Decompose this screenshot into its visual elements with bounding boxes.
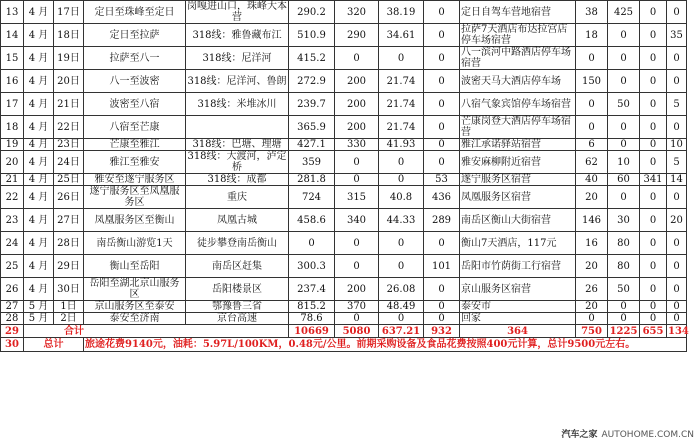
cost-d-cell[interactable]: 14 [667,174,687,186]
cost-a-cell[interactable]: 20 [576,255,608,278]
cost-a-cell[interactable]: 38 [576,1,608,24]
toll-cell[interactable]: 0 [424,151,460,174]
cost-c-cell[interactable]: 0 [640,278,667,301]
fuel-spend-cell[interactable]: 290 [335,24,379,47]
cost-c-cell[interactable]: 0 [640,301,667,313]
table-row [1,255,687,278]
cost-b-cell[interactable]: 80 [608,232,640,255]
row-index-cell[interactable]: 23 [1,209,24,232]
route-cell[interactable]: 定日至拉萨 [84,24,186,47]
route-cell[interactable]: 泰安至济南 [84,313,186,325]
summary-text-cell[interactable]: 旅途花费9140元，油耗：5.97L/100KM，0.48元/公里。前期采购设备及食品花费按照400元计算，总计9500元左右。 [84,338,687,352]
via-cell[interactable]: 318线：雅鲁藏布江 [186,24,289,47]
total-cost-d-cell[interactable]: 134 [668,325,689,337]
cost-c-cell[interactable]: 0 [640,151,667,174]
fuel-liters-cell[interactable]: 0 [379,151,424,174]
fuel-liters-cell[interactable]: 0 [379,313,424,325]
via-cell[interactable]: 318线：大渡河，泸定桥 [187,151,287,173]
cost-c-cell[interactable]: 0 [640,232,667,255]
month-cell[interactable]: 4 月 [24,174,54,186]
lodging-cell[interactable]: 八一滨河中路酒店停车场宿营 [460,47,576,70]
cost-a-cell[interactable]: 0 [576,116,608,139]
day-cell[interactable]: 21日 [54,93,84,116]
lodging-cell[interactable]: 波密天马大酒店停车场 [460,70,576,93]
day-cell[interactable]: 18日 [54,24,84,47]
via-cell[interactable]: 凤凰古城 [186,209,289,232]
lodging-cell[interactable]: 京山服务区宿营 [460,278,576,301]
cost-b-cell[interactable]: 60 [608,174,640,186]
via-cell[interactable]: 鄂豫鲁三省 [186,301,289,313]
day-cell[interactable]: 25日 [54,174,84,186]
cost-d-cell[interactable]: 20 [667,209,687,232]
cost-d-cell[interactable]: 0 [667,232,687,255]
fuel-liters-cell[interactable]: 21.74 [379,70,424,93]
day-cell[interactable]: 23日 [54,139,84,151]
table-row [1,47,687,70]
lodging-cell[interactable]: 定日自驾车营地宿营 [460,1,576,24]
cost-d-cell[interactable]: 10 [667,139,687,151]
toll-cell[interactable]: 0 [424,313,460,325]
cost-c-cell[interactable]: 0 [640,209,667,232]
distance-cell[interactable]: 815.2 [289,301,335,313]
month-cell[interactable]: 4 月 [24,116,54,139]
cost-c-cell[interactable]: 0 [640,24,667,47]
route-cell[interactable]: 岳阳至湖北京山服务区 [84,278,186,301]
fuel-spend-cell[interactable]: 340 [335,209,379,232]
via-cell[interactable]: 318线：成都 [186,174,289,186]
cost-c-cell[interactable]: 0 [640,255,667,278]
month-cell[interactable]: 4 月 [24,278,54,301]
table-row [1,139,687,151]
total-distance-cell[interactable]: 10669 [289,325,335,338]
via-cell[interactable]: 重庆 [186,186,289,209]
distance-cell[interactable]: 78.6 [289,313,335,325]
via-cell[interactable]: 318线：尼洋河、鲁朗 [186,70,289,93]
total-label-cell[interactable]: 合计 [24,325,289,338]
day-cell[interactable]: 30日 [54,278,84,301]
table-row [1,70,687,93]
cost-c-cell[interactable]: 0 [640,70,667,93]
cost-d-cell[interactable]: 5 [667,93,687,116]
table-row [1,278,687,301]
distance-cell[interactable]: 365.9 [289,116,335,139]
cost-b-cell[interactable]: 0 [608,139,640,151]
day-cell[interactable]: 27日 [54,209,84,232]
cost-d-cell[interactable]: 0 [667,47,687,70]
table-row [1,93,687,116]
month-cell[interactable]: 4 月 [24,255,54,278]
fuel-liters-cell[interactable]: 0 [379,255,424,278]
cost-c-cell[interactable]: 341 [640,174,667,186]
row-index-cell[interactable]: 22 [1,186,24,209]
table-row [1,186,687,209]
table-row [1,313,687,325]
watermark [559,427,696,440]
month-cell[interactable]: 4 月 [24,70,54,93]
cost-b-cell[interactable]: 425 [608,1,640,24]
table-row [1,209,687,232]
row-index-cell[interactable]: 27 [1,301,24,313]
cost-a-cell[interactable]: 150 [576,70,608,93]
cost-c-cell[interactable]: 0 [640,116,667,139]
cost-c-cell[interactable]: 0 [640,1,667,24]
fuel-spend-cell[interactable]: 200 [335,278,379,301]
toll-cell[interactable]: 0 [424,232,460,255]
toll-cell[interactable]: 0 [424,301,460,313]
cost-a-cell[interactable]: 0 [576,93,608,116]
row-index-cell[interactable]: 24 [1,232,24,255]
fuel-spend-cell[interactable]: 0 [335,313,379,325]
cost-a-cell[interactable]: 0 [576,47,608,70]
fuel-spend-cell[interactable]: 0 [335,255,379,278]
row-index-cell[interactable]: 14 [1,24,24,47]
summary-index-cell[interactable]: 30 [1,338,24,352]
cost-c-cell[interactable]: 0 [640,313,667,325]
month-cell[interactable]: 4 月 [24,47,54,70]
lodging-cell[interactable]: 南岳区衡山大街宿营 [460,209,576,232]
row-index-cell[interactable]: 25 [1,255,24,278]
table-row [1,301,687,313]
distance-cell[interactable]: 510.9 [289,24,335,47]
cost-c-cell[interactable]: 0 [640,93,667,116]
cost-d-cell[interactable]: 0 [667,116,687,139]
table-row [1,1,687,24]
day-cell[interactable]: 17日 [54,1,84,24]
fuel-spend-cell[interactable]: 0 [335,174,379,186]
total-row [1,325,687,338]
day-cell[interactable]: 19日 [54,47,84,70]
month-cell[interactable]: 4 月 [24,151,54,174]
fuel-liters-cell[interactable]: 34.61 [379,24,424,47]
distance-cell[interactable]: 427.1 [289,139,335,151]
cost-b-cell[interactable]: 0 [608,301,640,313]
toll-cell[interactable]: 0 [424,70,460,93]
fuel-liters-cell[interactable]: 38.19 [379,1,424,24]
fuel-liters-cell[interactable]: 26.08 [379,278,424,301]
via-cell[interactable]: 南岳区赶集 [186,255,289,278]
cost-b-cell[interactable]: 0 [608,313,640,325]
distance-cell[interactable]: 458.6 [289,209,335,232]
lodging-cell[interactable]: 泰安市 [460,301,576,313]
toll-cell[interactable]: 436 [424,186,460,209]
cost-a-cell[interactable]: 62 [576,151,608,174]
toll-cell[interactable]: 0 [424,116,460,139]
fuel-spend-cell[interactable]: 315 [335,186,379,209]
fuel-liters-cell[interactable]: 48.49 [379,301,424,313]
cost-d-cell[interactable]: 0 [667,255,687,278]
day-cell[interactable]: 24日 [54,151,84,174]
route-cell[interactable]: 拉萨至八一 [84,47,186,70]
fuel-spend-cell[interactable]: 0 [335,151,379,174]
cost-b-cell[interactable]: 50 [608,278,640,301]
fuel-spend-cell[interactable]: 0 [335,47,379,70]
row-index-cell[interactable]: 15 [1,47,24,70]
distance-cell[interactable]: 239.7 [289,93,335,116]
day-cell[interactable]: 22日 [54,116,84,139]
route-cell[interactable]: 定日至珠峰至定日 [84,1,186,24]
via-cell[interactable]: 318线：米堆冰川 [186,93,289,116]
via-cell[interactable]: 岗嘎进山口，珠峰大本营 [187,1,287,23]
distance-cell[interactable]: 724 [289,186,335,209]
fuel-spend-cell[interactable]: 370 [335,301,379,313]
fuel-liters-cell[interactable]: 21.74 [379,93,424,116]
toll-cell[interactable]: 0 [424,47,460,70]
fuel-liters-cell[interactable]: 21.74 [379,116,424,139]
summary-label-cell[interactable]: 总计 [24,338,84,352]
watermark-site: AUTOHOME.COM.CN [601,430,694,440]
route-cell[interactable]: 八一至波密 [84,70,186,93]
day-cell[interactable]: 1日 [54,301,84,313]
distance-cell[interactable]: 359 [289,151,335,174]
cost-a-cell[interactable]: 40 [576,174,608,186]
cost-d-cell[interactable]: 0 [667,313,687,325]
table-row [1,24,687,47]
total-lodging-cell[interactable]: 364 [460,325,576,338]
toll-cell[interactable]: 0 [424,93,460,116]
row-index-cell[interactable]: 18 [1,116,24,139]
cost-a-cell[interactable]: 20 [576,301,608,313]
lodging-cell[interactable]: 雅江承诺驿站宿营 [460,139,576,151]
lodging-cell[interactable]: 衡山7天酒店，117元 [460,232,576,255]
lodging-cell[interactable]: 八宿气象宾馆停车场宿营 [460,93,576,116]
table-body [1,1,687,352]
row-index-cell[interactable]: 20 [1,151,24,174]
row-index-cell[interactable]: 17 [1,93,24,116]
month-cell[interactable]: 4 月 [24,1,54,24]
via-cell[interactable] [186,116,289,139]
cost-b-cell[interactable]: 30 [608,209,640,232]
toll-cell[interactable]: 0 [424,139,460,151]
cost-b-cell[interactable]: 0 [608,47,640,70]
cost-d-cell[interactable]: 5 [667,151,687,174]
month-cell[interactable]: 4 月 [24,209,54,232]
route-cell[interactable]: 芒康至雅江 [84,139,186,151]
fuel-spend-cell[interactable]: 200 [335,116,379,139]
cost-d-cell[interactable]: 35 [667,24,687,47]
row-index-cell[interactable]: 28 [1,313,24,325]
summary-row [1,338,687,352]
distance-cell[interactable]: 237.4 [289,278,335,301]
toll-cell[interactable]: 53 [424,174,460,186]
cost-b-cell[interactable]: 0 [608,116,640,139]
row-index-cell[interactable]: 21 [1,174,24,186]
row-index-cell[interactable]: 13 [1,1,24,24]
distance-cell[interactable]: 272.9 [289,70,335,93]
route-cell[interactable]: 遂宁服务区至凤凰服务区 [84,186,186,209]
cost-c-cell[interactable]: 0 [640,186,667,209]
cost-b-cell[interactable]: 0 [608,70,640,93]
fuel-spend-cell[interactable]: 0 [335,232,379,255]
cost-d-cell[interactable]: 0 [667,278,687,301]
route-cell[interactable]: 京山服务区至泰安 [84,301,186,313]
fuel-liters-cell[interactable]: 0 [379,174,424,186]
table-row [1,151,687,174]
route-cell[interactable]: 八宿至芒康 [84,116,186,139]
month-cell[interactable]: 5 月 [24,301,54,313]
via-cell[interactable]: 徒步攀登南岳衡山 [186,232,289,255]
watermark-brand: 汽车之家 [561,430,598,440]
fuel-spend-cell[interactable]: 200 [335,70,379,93]
row-index-cell[interactable]: 16 [1,70,24,93]
month-cell[interactable]: 5 月 [24,313,54,325]
cost-a-cell[interactable]: 16 [576,232,608,255]
total-cost-c-cell[interactable]: 655 [640,325,667,338]
via-cell[interactable]: 318线：巴塘、理塘 [186,139,289,151]
route-cell[interactable]: 波密至八宿 [84,93,186,116]
via-cell[interactable]: 318线：尼洋河 [186,47,289,70]
cost-b-cell[interactable]: 50 [608,93,640,116]
via-cell[interactable]: 京台高速 [186,313,289,325]
toll-cell[interactable]: 101 [424,255,460,278]
route-cell[interactable]: 衡山至岳阳 [84,255,186,278]
cost-b-cell[interactable]: 0 [608,186,640,209]
cost-c-cell[interactable]: 0 [640,47,667,70]
lodging-cell[interactable]: 遂宁服务区宿营 [460,174,576,186]
cost-a-cell[interactable]: 146 [576,209,608,232]
lodging-cell[interactable]: 拉萨7天酒店布达拉宫店停车场宿营 [460,24,576,47]
cost-a-cell[interactable]: 0 [576,313,608,325]
cost-b-cell[interactable]: 10 [608,151,640,174]
total-cost-b-cell[interactable]: 1225 [608,325,640,338]
distance-cell[interactable]: 290.2 [289,1,335,24]
day-cell[interactable]: 2日 [54,313,84,325]
total-cost-a-cell[interactable]: 750 [576,325,608,338]
day-cell[interactable]: 29日 [54,255,84,278]
month-cell[interactable]: 4 月 [24,186,54,209]
cost-a-cell[interactable]: 18 [576,24,608,47]
fuel-spend-cell[interactable]: 320 [335,1,379,24]
day-cell[interactable]: 28日 [54,232,84,255]
toll-cell[interactable]: 0 [424,1,460,24]
route-cell[interactable]: 南岳衡山游览1天 [84,232,186,255]
table-row [1,174,687,186]
route-cell[interactable]: 凤凰服务区至衡山 [84,209,186,232]
distance-cell[interactable]: 281.8 [289,174,335,186]
toll-cell[interactable]: 0 [424,278,460,301]
fuel-liters-cell[interactable]: 40.8 [379,186,424,209]
distance-cell[interactable]: 415.2 [289,47,335,70]
total-fuel-liters-cell[interactable]: 637.21 [379,325,424,338]
month-cell[interactable]: 4 月 [24,232,54,255]
toll-cell[interactable]: 0 [424,24,460,47]
lodging-cell[interactable]: 凤凰服务区宿营 [460,186,576,209]
distance-cell[interactable]: 300.3 [289,255,335,278]
total-fuel-spend-cell[interactable]: 5080 [335,325,379,338]
cost-a-cell[interactable]: 26 [576,278,608,301]
total-index-cell[interactable]: 29 [1,325,24,338]
cost-a-cell[interactable]: 20 [576,186,608,209]
row-index-cell[interactable]: 19 [1,139,24,151]
month-cell[interactable]: 4 月 [24,24,54,47]
route-cell[interactable]: 雅安至遂宁服务区 [84,174,186,186]
fuel-liters-cell[interactable]: 0 [379,47,424,70]
toll-cell[interactable]: 289 [424,209,460,232]
lodging-cell[interactable]: 芒康岗登大酒店停车场宿营 [460,116,576,139]
cost-b-cell[interactable]: 0 [608,24,640,47]
fuel-liters-cell[interactable]: 44.33 [379,209,424,232]
table-row [1,232,687,255]
via-cell[interactable]: 岳阳楼景区 [186,278,289,301]
cost-d-cell[interactable]: 0 [667,70,687,93]
fuel-liters-cell[interactable]: 41.93 [379,139,424,151]
cost-d-cell[interactable]: 0 [667,186,687,209]
lodging-cell[interactable]: 岳阳市竹荫街工行宿营 [460,255,576,278]
table-row [1,116,687,139]
cost-c-cell[interactable]: 0 [640,139,667,151]
month-cell[interactable]: 4 月 [24,139,54,151]
fuel-spend-cell[interactable]: 330 [335,139,379,151]
total-toll-cell[interactable]: 932 [424,325,460,338]
day-cell[interactable]: 20日 [54,70,84,93]
day-cell[interactable]: 26日 [54,186,84,209]
month-cell[interactable]: 4 月 [24,93,54,116]
row-index-cell[interactable]: 26 [1,278,24,301]
route-cell[interactable]: 雅江至雅安 [84,151,186,174]
cost-d-cell[interactable]: 0 [667,1,687,24]
lodging-cell[interactable]: 雅安麻柳附近宿营 [460,151,576,174]
cost-b-cell[interactable]: 80 [608,255,640,278]
fuel-liters-cell[interactable]: 0 [379,232,424,255]
cost-d-cell[interactable]: 0 [667,301,687,313]
cost-a-cell[interactable]: 6 [576,139,608,151]
distance-cell[interactable]: 0 [289,232,335,255]
lodging-cell[interactable]: 回家 [460,313,576,325]
fuel-spend-cell[interactable]: 200 [335,93,379,116]
